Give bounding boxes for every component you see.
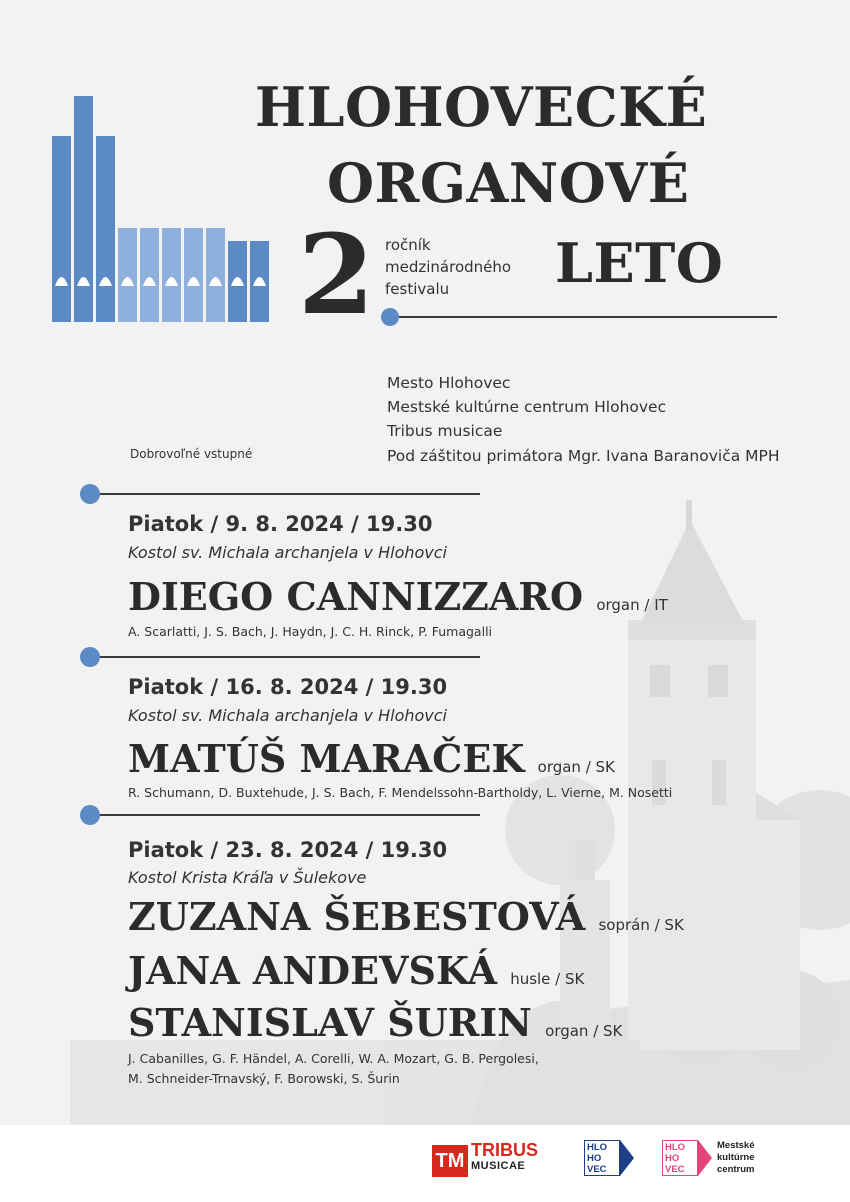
- tribus-logo-mark: TM: [432, 1145, 468, 1177]
- mkc-logo-line2: HO: [665, 1153, 680, 1164]
- organizer-1: Mesto Hlohovec: [387, 374, 511, 392]
- admission-note: Dobrovoľné vstupné: [130, 447, 253, 461]
- concert-3-line: [100, 814, 480, 816]
- performer-role: soprán / SK: [598, 916, 684, 934]
- city-logo-arrow-icon: [620, 1140, 634, 1176]
- divider-dot: [381, 308, 399, 326]
- mkc-logo-arrow-icon: [698, 1140, 712, 1176]
- concert-1-repertoire: A. Scarlatti, J. S. Bach, J. Haydn, J. C. H. Rinck, P. Fumagalli: [128, 624, 493, 639]
- title-line-1: HLOHOVECKÉ: [255, 75, 708, 139]
- divider-line: [399, 316, 777, 318]
- performer-name: JANA ANDEVSKÁ husle / SK: [128, 948, 585, 993]
- performer-name: STANISLAV ŠURIN organ / SK: [128, 1000, 623, 1045]
- concert-3-venue: Kostol Krista Kráľa v Šulekove: [128, 868, 367, 887]
- mkc-logo-line1: HLO: [665, 1142, 686, 1153]
- footer: [0, 1125, 850, 1202]
- edition-text-1: ročník: [385, 236, 431, 254]
- title-line-3: LETO: [555, 231, 724, 295]
- concert-2-date: Piatok / 16. 8. 2024 / 19.30: [128, 675, 448, 699]
- mkc-logo-text: Mestské kultúrne centrum: [717, 1140, 755, 1175]
- organizer-3: Tribus musicae: [387, 422, 503, 440]
- title-line-2: ORGANOVÉ: [327, 151, 690, 215]
- patronage: Pod záštitou primátora Mgr. Ivana Baranoviča MPH: [387, 447, 780, 465]
- performer-name: ZUZANA ŠEBESTOVÁ soprán / SK: [128, 894, 684, 939]
- performer-role: organ / IT: [596, 596, 668, 614]
- performer-name: MATÚŠ MARAČEK organ / SK: [128, 736, 615, 781]
- city-logo-line3: VEC: [587, 1164, 607, 1175]
- concert-2-line: [100, 656, 480, 658]
- concert-3-dot: [80, 805, 100, 825]
- concert-1-line: [100, 493, 480, 495]
- concert-1-dot: [80, 484, 100, 504]
- performer-role: organ / SK: [537, 758, 615, 776]
- concert-2-venue: Kostol sv. Michala archanjela v Hlohovci: [128, 706, 447, 725]
- organ-pipes-logo: [52, 96, 272, 322]
- city-logo: [584, 1140, 620, 1176]
- concert-2-dot: [80, 647, 100, 667]
- tribus-logo-line2: MUSICAE: [471, 1160, 526, 1172]
- concert-3-date: Piatok / 23. 8. 2024 / 19.30: [128, 838, 448, 862]
- concert-1-venue: Kostol sv. Michala archanjela v Hlohovci: [128, 543, 447, 562]
- concert-1-date: Piatok / 9. 8. 2024 / 19.30: [128, 512, 433, 536]
- performer-role: husle / SK: [510, 970, 585, 988]
- performer-role: organ / SK: [545, 1022, 623, 1040]
- tribus-logo-line1: TRIBUS: [471, 1140, 538, 1160]
- edition-number: 2: [298, 210, 375, 339]
- concert-3-repertoire-2: M. Schneider-Trnavský, F. Borowski, S. Šurin: [128, 1071, 400, 1086]
- organizer-2: Mestské kultúrne centrum Hlohovec: [387, 398, 667, 416]
- mkc-logo-line3: VEC: [665, 1164, 685, 1175]
- edition-text-2: medzinárodného: [385, 258, 512, 276]
- concert-3-repertoire-1: J. Cabanilles, G. F. Händel, A. Corelli, W. A. Mozart, G. B. Pergolesi,: [128, 1051, 539, 1066]
- city-logo-line1: HLO: [587, 1142, 608, 1153]
- concert-2-repertoire: R. Schumann, D. Buxtehude, J. S. Bach, F. Mendelssohn-Bartholdy, L. Vierne, M. Nosetti: [128, 785, 673, 800]
- edition-text-3: festivalu: [385, 280, 450, 298]
- performer-name: DIEGO CANNIZZARO organ / IT: [128, 574, 668, 619]
- mkc-logo: [662, 1140, 698, 1176]
- city-logo-line2: HO: [587, 1153, 602, 1164]
